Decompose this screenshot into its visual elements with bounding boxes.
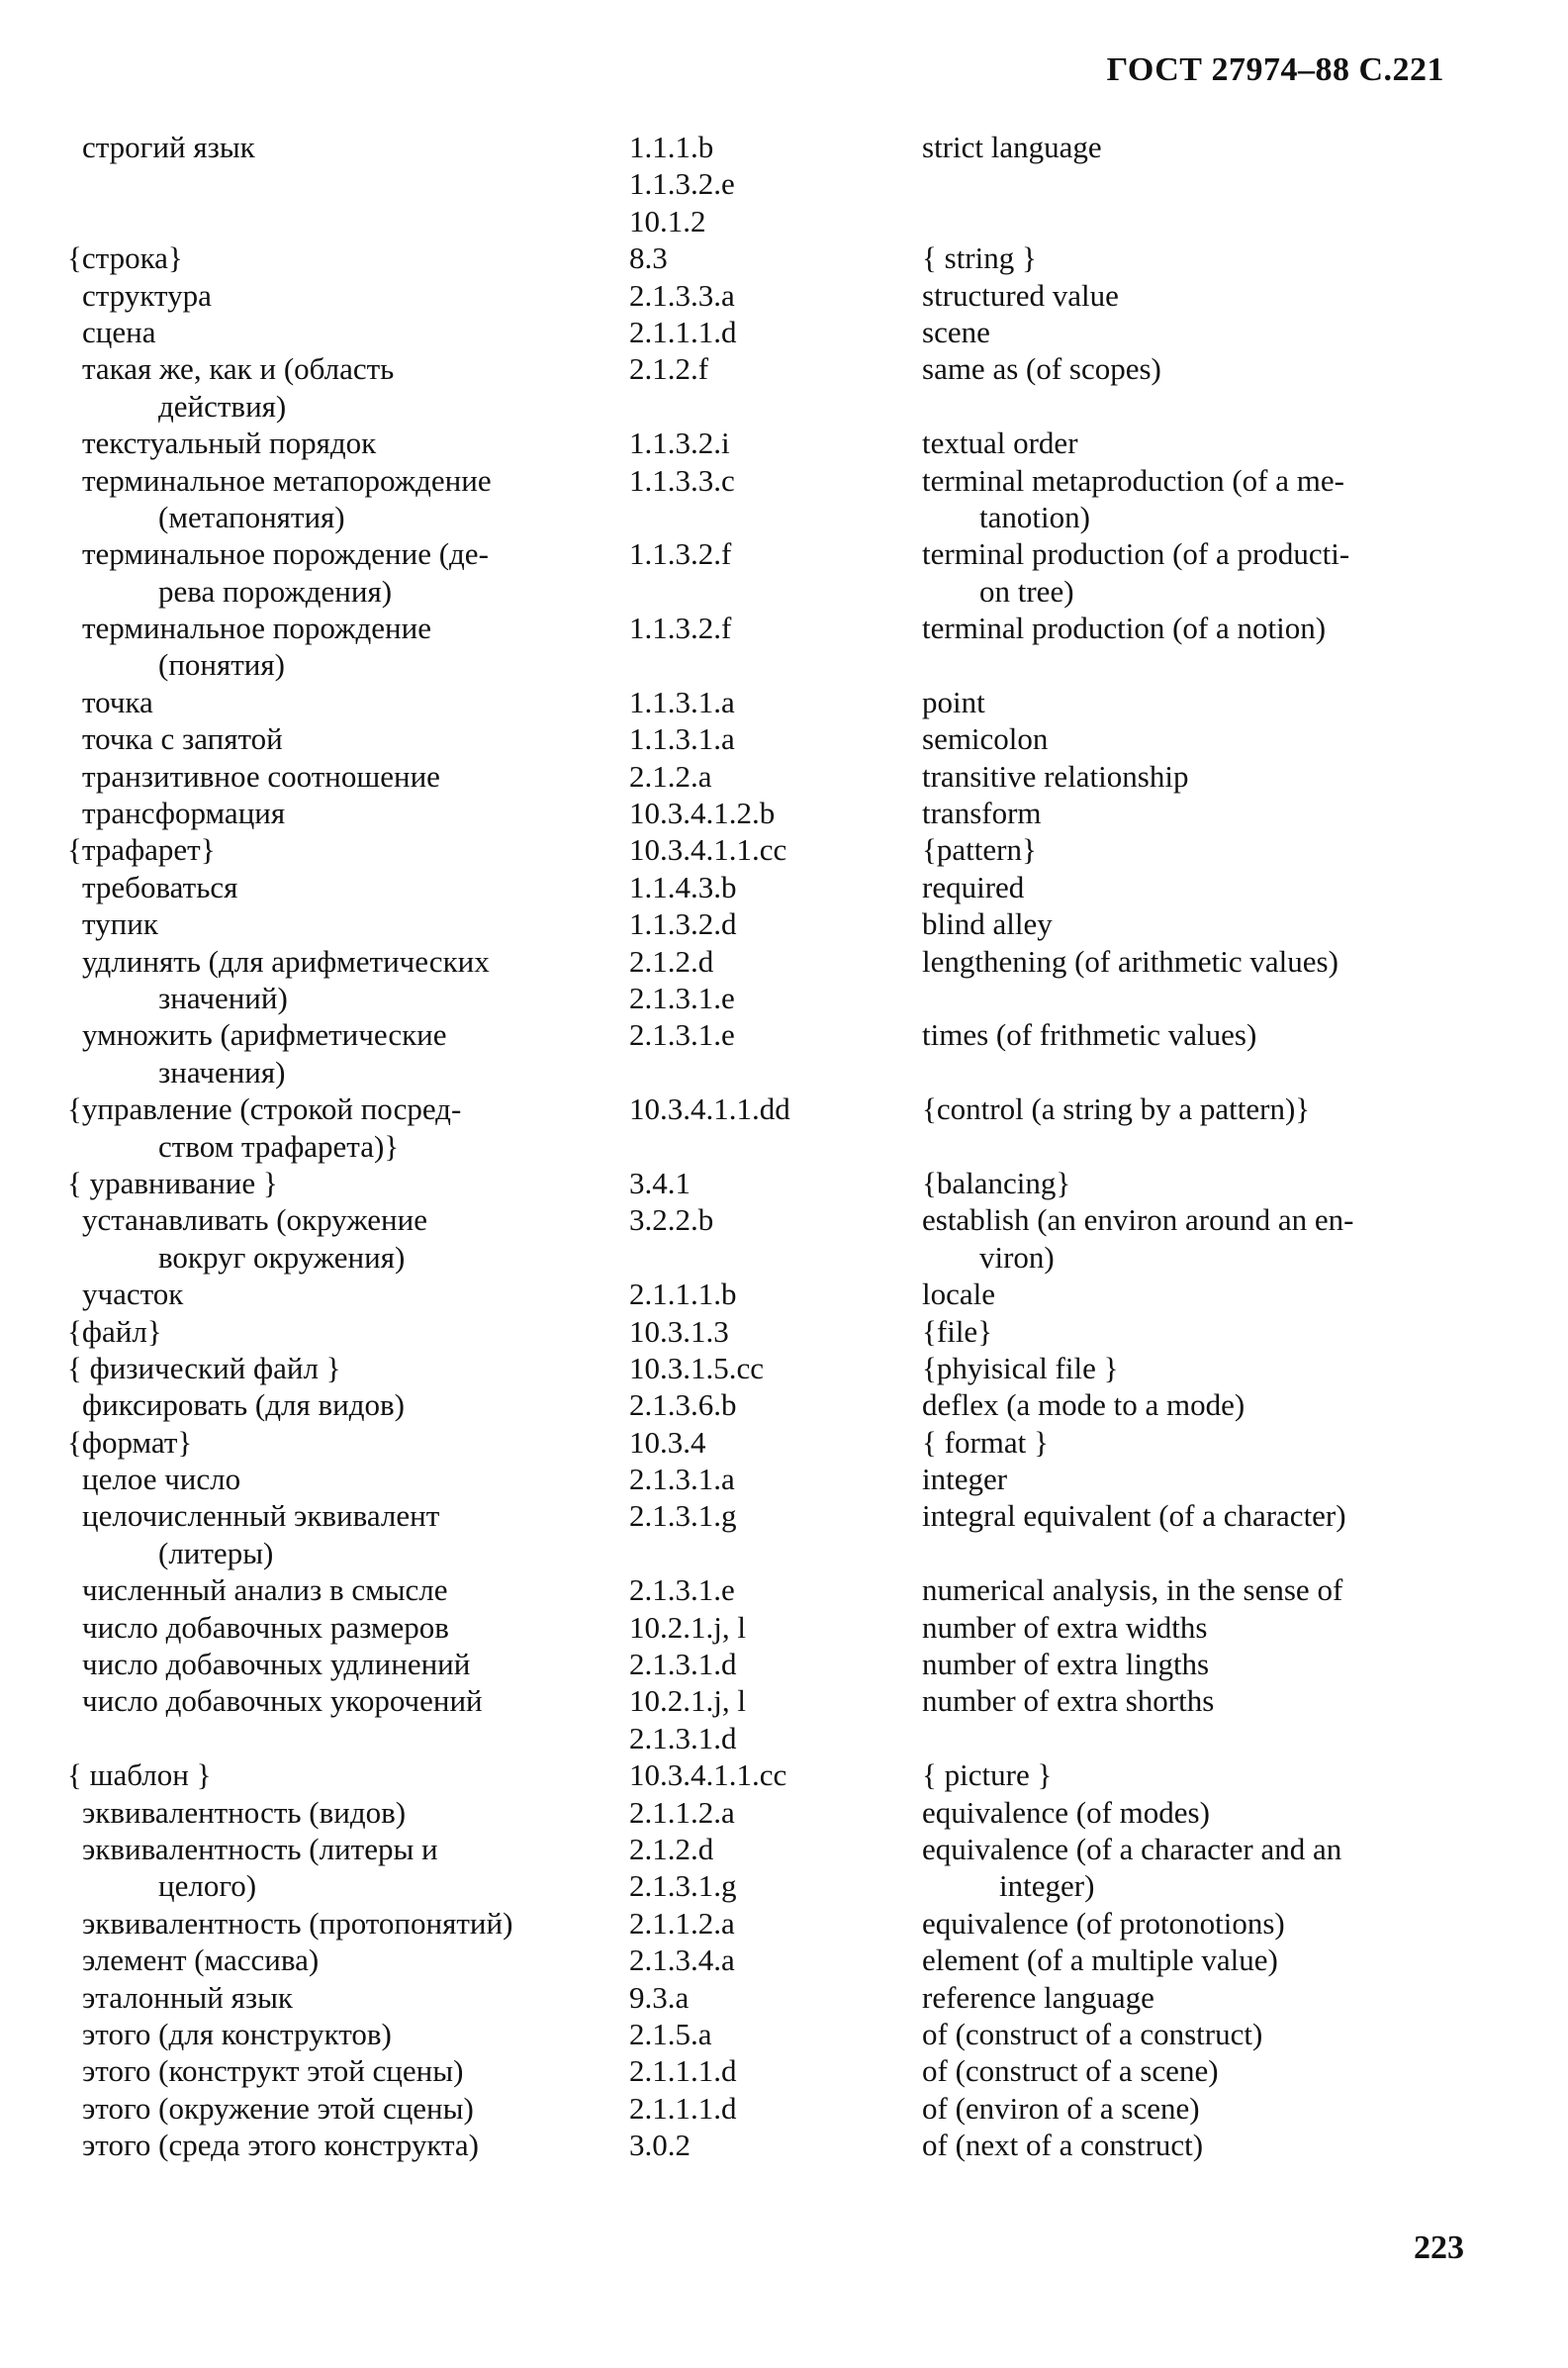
index-entry (0, 1905, 1568, 1942)
section-reference: 1.1.1.b (629, 130, 714, 164)
english-term: number of extra shorths (922, 1683, 1215, 1719)
english-term: scene (922, 314, 990, 349)
english-term: establish (an environ around an en- (922, 1202, 1354, 1238)
russian-term: участок (82, 1277, 184, 1312)
english-term: equivalence (of a character and an (922, 1831, 1342, 1866)
entry-line (0, 1201, 1568, 1238)
entry-line (0, 905, 1568, 942)
index-entry (0, 2016, 1568, 2052)
english-term: of (construct of a scene) (922, 2053, 1219, 2089)
section-reference: 2.1.2.d (629, 1831, 714, 1866)
english-term: strict language (922, 130, 1102, 164)
index-entry (0, 1350, 1568, 1386)
section-reference: 2.1.3.1.e (629, 980, 735, 1015)
russian-term: фиксировать (для видов) (82, 1387, 405, 1423)
entry-line (0, 535, 1568, 572)
english-term: integral equivalent (of a character) (922, 1498, 1346, 1534)
russian-term-continuation: (понятия) (158, 647, 285, 683)
russian-term: число добавочных размеров (82, 1609, 449, 1645)
index-entry (0, 831, 1568, 868)
entry-line (0, 869, 1568, 905)
russian-term-continuation: значения) (158, 1054, 286, 1089)
entry-line (0, 2127, 1568, 2163)
entry-line (0, 1535, 1568, 1571)
section-reference: 1.1.3.1.a (629, 684, 735, 719)
section-reference: 1.1.3.2.d (629, 906, 737, 942)
entry-line (0, 1239, 1568, 1276)
section-reference: 2.1.1.1.d (629, 2090, 737, 2126)
section-reference: 2.1.3.6.b (629, 1387, 737, 1423)
section-reference: 2.1.1.1.d (629, 2053, 737, 2089)
section-reference: 2.1.3.1.g (629, 1868, 737, 1904)
russian-term: эквивалентность (литеры и (82, 1831, 438, 1866)
english-term-continuation: on tree) (979, 573, 1074, 609)
english-term: { format } (922, 1424, 1049, 1460)
section-reference: 2.1.3.1.a (629, 1462, 735, 1497)
russian-term: {трафарет} (67, 832, 216, 868)
section-reference: 2.1.1.2.a (629, 1794, 735, 1830)
section-reference: 2.1.2.f (629, 351, 709, 387)
english-term: equivalence (of protonotions) (922, 1905, 1285, 1941)
index-entry (0, 1313, 1568, 1350)
russian-term: сцена (82, 314, 156, 349)
index-entry (0, 1756, 1568, 1793)
index-entry (0, 1979, 1568, 2016)
russian-term: число добавочных удлинений (82, 1647, 471, 1682)
russian-term-continuation: рева порождения) (158, 573, 393, 609)
index-entry (0, 1424, 1568, 1461)
english-term: of (construct of a construct) (922, 2016, 1263, 2051)
english-term: terminal production (of a notion) (922, 611, 1327, 646)
english-term: terminal metaproduction (of a me- (922, 462, 1344, 498)
english-term: {phyisical file } (922, 1350, 1119, 1385)
english-term: equivalence (of modes) (922, 1794, 1210, 1830)
section-reference: 2.1.2.a (629, 758, 712, 794)
entry-line (0, 1276, 1568, 1312)
russian-term: эквивалентность (видов) (82, 1794, 407, 1830)
russian-term: точка (82, 684, 153, 719)
russian-term: { физический файл } (67, 1350, 341, 1385)
entry-line (0, 1942, 1568, 1978)
english-term: reference language (922, 1979, 1154, 2015)
section-reference: 10.3.4.1.1.cc (629, 1757, 787, 1793)
russian-term: такая же, как и (область (82, 351, 395, 387)
entry-line (0, 388, 1568, 425)
english-term: transform (922, 796, 1042, 831)
index-entry (0, 1461, 1568, 1497)
russian-term: эталонный язык (82, 1979, 293, 2015)
english-term: {file} (922, 1313, 993, 1349)
section-reference: 2.1.1.1.d (629, 314, 737, 349)
index-entry (0, 869, 1568, 905)
index-entry (0, 2052, 1568, 2089)
section-reference: 2.1.3.1.d (629, 1647, 737, 1682)
english-term: semicolon (922, 721, 1049, 757)
russian-term: эквивалентность (протопонятий) (82, 1905, 513, 1941)
section-reference: 2.1.1.2.a (629, 1905, 735, 1941)
russian-term: структура (82, 277, 212, 313)
english-term: {control (a string by a pattern)} (922, 1091, 1311, 1127)
section-reference: 2.1.3.1.e (629, 1017, 735, 1053)
english-term: locale (922, 1277, 996, 1312)
index-entry (0, 1571, 1568, 1608)
entry-line (0, 1313, 1568, 1350)
entry-line (0, 1350, 1568, 1386)
section-reference: 2.1.1.1.b (629, 1277, 737, 1312)
english-term: {pattern} (922, 832, 1037, 868)
russian-term: терминальное порождение (де- (82, 536, 489, 572)
index-entry (0, 1794, 1568, 1831)
russian-term: {строка} (67, 240, 183, 276)
entry-line (0, 350, 1568, 387)
english-term: deflex (a mode to a mode) (922, 1387, 1245, 1423)
entry-line (0, 610, 1568, 646)
russian-term: умножить (арифметические (82, 1017, 447, 1053)
page-number: 223 (1414, 2229, 1464, 2266)
section-reference: 10.3.1.5.cc (629, 1350, 765, 1385)
entry-line (0, 1571, 1568, 1608)
russian-term-continuation: целого) (158, 1868, 257, 1904)
russian-term: этого (среда этого конструкта) (82, 2128, 480, 2163)
russian-term: строгий язык (82, 130, 255, 164)
index-entry (0, 1682, 1568, 1756)
section-reference: 1.1.3.2.e (629, 166, 735, 202)
entry-line (0, 1165, 1568, 1201)
index-entry (0, 1276, 1568, 1312)
entry-line (0, 1128, 1568, 1165)
section-reference: 10.3.4.1.1.dd (629, 1091, 790, 1127)
section-reference: 2.1.3.4.a (629, 1942, 735, 1978)
index-entry (0, 684, 1568, 720)
russian-term: этого (конструкт этой сцены) (82, 2053, 464, 2089)
index-entry (0, 1386, 1568, 1423)
section-reference: 2.1.5.a (629, 2016, 712, 2051)
english-term: terminal production (of a producti- (922, 536, 1350, 572)
english-term: of (next of a construct) (922, 2128, 1204, 2163)
russian-term: {файл} (67, 1313, 162, 1349)
index-entry (0, 425, 1568, 461)
entry-line (0, 980, 1568, 1016)
section-reference: 10.3.4.1.1.cc (629, 832, 787, 868)
entry-line (0, 646, 1568, 683)
entry-line (0, 573, 1568, 610)
section-reference: 1.1.3.2.f (629, 611, 732, 646)
english-term: of (environ of a scene) (922, 2090, 1200, 2126)
index-entry (0, 1646, 1568, 1682)
russian-term: терминальное метапорождение (82, 462, 492, 498)
russian-term: целочисленный эквивалент (82, 1498, 440, 1534)
russian-term-continuation: действия) (158, 388, 287, 424)
index-entry (0, 1609, 1568, 1646)
index-entry (0, 1090, 1568, 1165)
section-reference: 10.3.4.1.2.b (629, 796, 776, 831)
russian-term: транзитивное соотношение (82, 758, 440, 794)
section-reference: 10.1.2 (629, 203, 706, 238)
english-term: {balancing} (922, 1165, 1071, 1200)
russian-term-continuation: ством трафарета)} (158, 1128, 400, 1164)
index-entry (0, 720, 1568, 757)
russian-term: {формат} (67, 1424, 193, 1460)
section-reference: 1.1.3.1.a (629, 721, 735, 757)
index-entry (0, 239, 1568, 276)
entry-line (0, 1831, 1568, 1867)
russian-term: { шаблон } (67, 1757, 212, 1793)
entry-line (0, 2052, 1568, 2089)
russian-term: устанавливать (окружение (82, 1202, 427, 1238)
entry-line (0, 165, 1568, 202)
entry-line (0, 1646, 1568, 1682)
entry-line (0, 1609, 1568, 1646)
index-entry (0, 350, 1568, 425)
section-reference: 2.1.2.d (629, 943, 714, 979)
index-entry (0, 277, 1568, 314)
english-term: required (922, 869, 1025, 904)
section-reference: 2.1.3.1.d (629, 1720, 737, 1755)
index-entry (0, 943, 1568, 1017)
entry-line (0, 1720, 1568, 1756)
english-term: number of extra widths (922, 1609, 1208, 1645)
index-entries (0, 129, 1568, 2163)
entry-line (0, 943, 1568, 980)
entry-line (0, 1867, 1568, 1904)
section-reference: 2.1.3.1.e (629, 1572, 735, 1608)
entry-line (0, 1682, 1568, 1719)
entry-line (0, 831, 1568, 868)
english-term-continuation: viron) (979, 1239, 1055, 1275)
russian-term: трансформация (82, 796, 286, 831)
russian-term-continuation: значений) (158, 980, 288, 1015)
index-entry (0, 610, 1568, 684)
section-reference: 3.0.2 (629, 2128, 691, 2163)
russian-term-continuation: (метапонятия) (158, 499, 345, 534)
index-entry (0, 535, 1568, 610)
entry-line (0, 2016, 1568, 2052)
page-header: ГОСТ 27974–88 С.221 (1106, 51, 1444, 88)
index-entry (0, 1201, 1568, 1276)
entry-line (0, 720, 1568, 757)
index-entry (0, 905, 1568, 942)
english-term: structured value (922, 277, 1119, 313)
entry-line (0, 129, 1568, 165)
index-entry (0, 2127, 1568, 2163)
entry-line (0, 203, 1568, 239)
entry-line (0, 1905, 1568, 1942)
index-entry (0, 1165, 1568, 1201)
entry-line (0, 1054, 1568, 1090)
section-reference: 10.2.1.j, l (629, 1609, 746, 1645)
english-term: same as (of scopes) (922, 351, 1161, 387)
russian-term: требоваться (82, 869, 238, 904)
section-reference: 1.1.3.2.f (629, 536, 732, 572)
index-entry (0, 1831, 1568, 1905)
index-entry (0, 129, 1568, 239)
entry-line (0, 314, 1568, 350)
entry-line (0, 1794, 1568, 1831)
entry-line (0, 462, 1568, 499)
english-term: transitive relationship (922, 758, 1189, 794)
index-entry (0, 2090, 1568, 2127)
section-reference: 2.1.3.1.g (629, 1498, 737, 1534)
english-term-continuation: integer) (999, 1868, 1095, 1904)
entry-line (0, 1016, 1568, 1053)
entry-line (0, 1497, 1568, 1534)
entry-line (0, 758, 1568, 795)
section-reference: 1.1.3.2.i (629, 426, 730, 461)
english-term: point (922, 684, 985, 719)
entry-line (0, 2090, 1568, 2127)
english-term: times (of frithmetic values) (922, 1017, 1257, 1053)
entry-line (0, 1090, 1568, 1127)
section-reference: 2.1.3.3.a (629, 277, 735, 313)
english-term: element (of a multiple value) (922, 1942, 1278, 1978)
russian-term: этого (для конструктов) (82, 2016, 392, 2051)
index-entry (0, 758, 1568, 795)
section-reference: 1.1.3.3.c (629, 462, 735, 498)
index-entry (0, 462, 1568, 536)
english-term-continuation: tanotion) (979, 499, 1090, 534)
english-term: { picture } (922, 1757, 1053, 1793)
russian-term: текстуальный порядок (82, 426, 377, 461)
entry-line (0, 277, 1568, 314)
entry-line (0, 1979, 1568, 2016)
russian-term: численный анализ в смысле (82, 1572, 448, 1608)
section-reference: 1.1.4.3.b (629, 869, 737, 904)
russian-term: удлинять (для арифметических (82, 943, 490, 979)
entry-line (0, 499, 1568, 535)
english-term: lengthening (of arithmetic values) (922, 943, 1338, 979)
russian-term: { уравнивание } (67, 1165, 278, 1200)
entry-line (0, 1424, 1568, 1461)
entry-line (0, 239, 1568, 276)
entry-line (0, 684, 1568, 720)
russian-term: терминальное порождение (82, 611, 431, 646)
section-reference: 8.3 (629, 240, 668, 276)
english-term: integer (922, 1462, 1008, 1497)
russian-term: тупик (82, 906, 158, 942)
entry-line (0, 1756, 1568, 1793)
english-term: numerical analysis, in the sense of (922, 1572, 1343, 1608)
russian-term-continuation: (литеры) (158, 1535, 274, 1570)
section-reference: 10.2.1.j, l (629, 1683, 746, 1719)
section-reference: 3.2.2.b (629, 1202, 714, 1238)
entry-line (0, 795, 1568, 831)
english-term: { string } (922, 240, 1037, 276)
russian-term-continuation: вокруг окружения) (158, 1239, 406, 1275)
index-entry (0, 795, 1568, 831)
english-term: textual order (922, 426, 1078, 461)
index-entry (0, 1497, 1568, 1571)
english-term: blind alley (922, 906, 1053, 942)
entry-line (0, 1386, 1568, 1423)
section-reference: 10.3.4 (629, 1424, 706, 1460)
section-reference: 9.3.a (629, 1979, 690, 2015)
entry-line (0, 425, 1568, 461)
index-entry (0, 1016, 1568, 1090)
section-reference: 10.3.1.3 (629, 1313, 729, 1349)
index-entry (0, 1942, 1568, 1978)
russian-term: этого (окружение этой сцены) (82, 2090, 474, 2126)
russian-term: число добавочных укорочений (82, 1683, 483, 1719)
russian-term: {управление (строкой посред- (67, 1091, 462, 1127)
english-term: number of extra lingths (922, 1647, 1210, 1682)
section-reference: 3.4.1 (629, 1165, 691, 1200)
russian-term: точка с запятой (82, 721, 283, 757)
index-entry (0, 314, 1568, 350)
entry-line (0, 1461, 1568, 1497)
russian-term: элемент (массива) (82, 1942, 320, 1978)
russian-term: целое число (82, 1462, 241, 1497)
